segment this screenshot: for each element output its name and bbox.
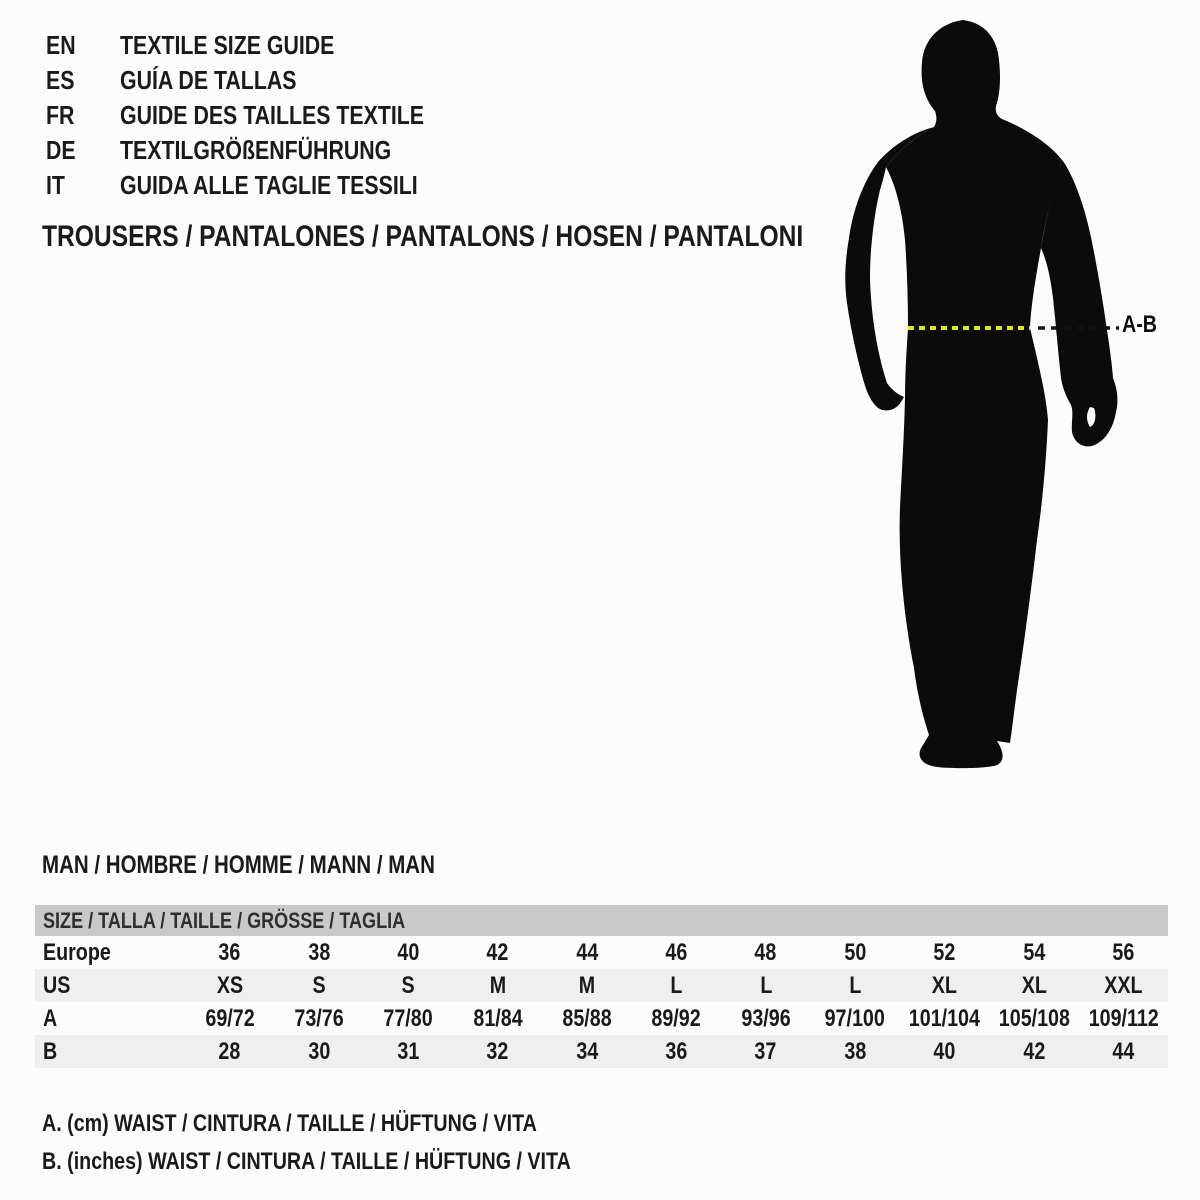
size-value-cell: 46: [665, 938, 688, 966]
category-title-wrap: [42, 222, 970, 252]
size-value-cell: 38: [844, 1037, 867, 1065]
language-row-de: [46, 133, 491, 168]
size-value-cell: XS: [216, 971, 243, 999]
size-value-cell: 36: [218, 938, 241, 966]
size-value-cell: M: [578, 971, 596, 999]
size-value-cell: S: [401, 971, 415, 999]
language-title: TEXTILE SIZE GUIDE: [120, 30, 335, 60]
size-value-cell: 48: [754, 938, 777, 966]
size-table-row-europe: [35, 936, 1168, 969]
size-value-cell: 77/80: [383, 1004, 434, 1032]
section-title: MAN / HOMBRE / HOMME / MANN / MAN: [42, 851, 435, 879]
language-row-en: [46, 28, 491, 63]
language-row-it: [46, 168, 491, 203]
size-value-cell: 73/76: [294, 1004, 344, 1032]
size-value-cell: 97/100: [825, 1004, 886, 1032]
section-title-wrap: [42, 852, 521, 878]
language-row-fr: [46, 98, 491, 133]
language-title-list: [46, 28, 491, 203]
row-label: A: [43, 1004, 58, 1032]
language-title: TEXTILGRÖßENFÜHRUNG: [120, 135, 392, 165]
size-value-cell: 37: [754, 1037, 777, 1065]
size-value-cell: 93/96: [741, 1004, 791, 1032]
row-label: Europe: [43, 938, 111, 966]
size-value-cell: XL: [931, 971, 958, 999]
size-table-row-us: [35, 969, 1168, 1002]
language-code: IT: [46, 170, 65, 200]
footnotes: [42, 1110, 687, 1186]
size-value-cell: 81/84: [473, 1004, 523, 1032]
size-value-cell: L: [849, 971, 862, 999]
size-value-cell: L: [670, 971, 683, 999]
size-value-cell: 42: [1022, 1037, 1045, 1065]
language-code: ES: [46, 65, 75, 95]
size-value-cell: 105/108: [998, 1004, 1070, 1032]
language-code: FR: [46, 100, 75, 130]
size-value-cell: 32: [486, 1037, 509, 1065]
size-value-cell: 54: [1022, 938, 1045, 966]
language-row-es: [46, 63, 491, 98]
size-value-cell: 56: [1112, 938, 1135, 966]
size-value-cell: 44: [576, 938, 599, 966]
footnote-a: A. (cm) WAIST / CINTURA / TAILLE / HÜFTUNG / VITA: [42, 1110, 537, 1137]
size-table-row-b: [35, 1035, 1168, 1068]
language-title: GUIDA ALLE TAGLIE TESSILI: [120, 170, 418, 200]
size-value-cell: 101/104: [908, 1004, 981, 1032]
size-value-cell: XXL: [1104, 971, 1143, 999]
footnote-b: B. (inches) WAIST / CINTURA / TAILLE / HÜFTUNG / VITA: [42, 1148, 571, 1175]
size-value-cell: 109/112: [1088, 1004, 1159, 1032]
size-value-cell: 30: [308, 1037, 330, 1065]
size-value-cell: 44: [1112, 1037, 1135, 1065]
size-value-cell: 38: [308, 938, 330, 966]
size-table-row-a: [35, 1002, 1168, 1035]
size-value-cell: 40: [933, 1037, 956, 1065]
size-value-cell: 31: [397, 1037, 420, 1065]
size-value-cell: 50: [844, 938, 867, 966]
size-table-header-row: [35, 905, 1168, 936]
language-code: DE: [46, 135, 76, 165]
language-title: GUIDE DES TAILLES TEXTILE: [120, 100, 425, 130]
category-title: TROUSERS / PANTALONES / PANTALONS / HOSEN / PANTALONI: [42, 220, 804, 253]
row-label: US: [43, 971, 71, 999]
size-value-cell: 40: [397, 938, 420, 966]
row-label: B: [43, 1037, 58, 1065]
size-table-body: [35, 936, 1168, 1068]
size-value-cell: 85/88: [562, 1004, 612, 1032]
size-value-cell: L: [759, 971, 772, 999]
language-title: GUÍA DE TALLAS: [120, 65, 297, 95]
size-value-cell: 89/92: [651, 1004, 702, 1032]
size-table: [35, 905, 1168, 1068]
silhouette-body: [886, 20, 1061, 768]
size-value-cell: M: [489, 971, 506, 999]
size-value-cell: 52: [933, 938, 956, 966]
language-code: EN: [46, 30, 76, 60]
size-value-cell: 28: [218, 1037, 241, 1065]
man-silhouette: [840, 10, 1130, 780]
measure-label: A-B: [1122, 311, 1157, 338]
measure-label-wrap: [1122, 311, 1165, 339]
size-value-cell: S: [312, 971, 326, 999]
size-value-cell: 69/72: [205, 1004, 255, 1032]
size-value-cell: 42: [486, 938, 509, 966]
size-value-cell: 36: [665, 1037, 688, 1065]
size-value-cell: 34: [576, 1037, 599, 1065]
size-value-cell: XL: [1021, 971, 1047, 999]
size-table-header-label: SIZE / TALLA / TAILLE / GRÖSSE / TAGLIA: [43, 907, 406, 933]
man-silhouette-figure: [840, 10, 1130, 780]
